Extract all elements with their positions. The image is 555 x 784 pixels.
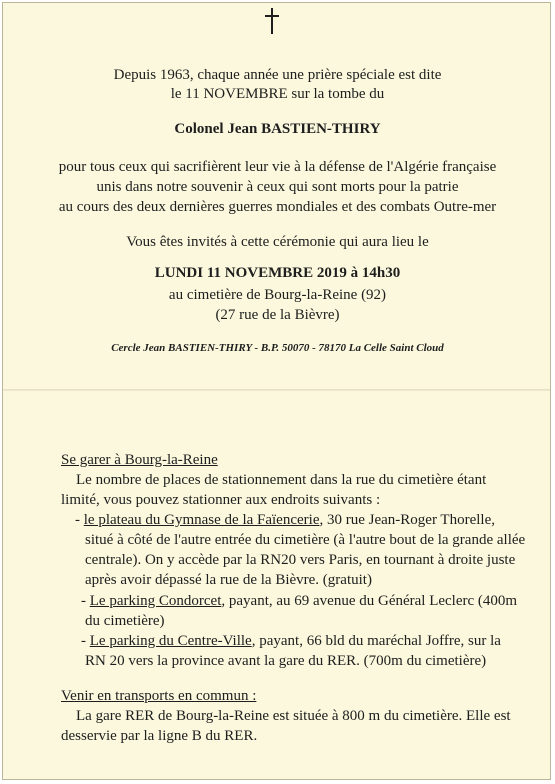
invitation-card (2, 2, 551, 780)
organizer-footer: Cercle Jean BASTIEN-THIRY - B.P. 50070 - 78170 La Celle Saint Cloud (111, 342, 444, 354)
parking-option-2-detail: , payant, au 69 avenue du Général Leclerc (400m (221, 593, 518, 609)
ceremony-address: (27 rue de la Bièvre) (215, 307, 340, 323)
option-dash: - (81, 633, 90, 649)
parking-option-1 (75, 512, 495, 529)
header-line-1: Depuis 1963, chaque année une prière spéciale est dite (113, 67, 442, 83)
header-line-2: le 11 NOVEMBRE sur la tombe du (170, 86, 385, 102)
dedication-line-2: unis dans notre souvenir à ceux qui sont morts pour la patrie (96, 179, 459, 195)
transport-line-2: desservie par la ligne B du RER. (61, 728, 258, 744)
parking-option-1-line-3: centrale). On y accède par la RN20 vers Paris, en tournant à droite juste (85, 552, 516, 568)
parking-option-2-line-2: du cimetière) (85, 613, 165, 629)
ceremony-date: LUNDI 11 NOVEMBRE 2019 à 14h30 (154, 265, 401, 281)
cross-icon (262, 7, 282, 35)
parking-option-2 (81, 593, 517, 610)
ceremony-place: au cimetière de Bourg-la-Reine (92) (168, 287, 387, 303)
option-dash: - (81, 593, 90, 609)
parking-option-3 (81, 633, 501, 650)
parking-option-2-name: Le parking Condorcet (89, 593, 222, 609)
parking-title: Se garer à Bourg-la-Reine (61, 452, 218, 468)
invitation-text: Vous êtes invités à cette cérémonie qui aura lieu le (126, 234, 429, 250)
dedication-line-3: au cours des deux dernières guerres mondiales et des combats Outre-mer (58, 199, 497, 215)
parking-option-1-name: le plateau du Gymnase de la Faïencerie (83, 512, 320, 528)
parking-option-3-detail: , payant, 66 bld du maréchal Joffre, sur la (251, 633, 501, 649)
parking-intro-1: Le nombre de places de stationnement dans la rue du cimetière étant (76, 472, 487, 488)
fold-line (3, 389, 550, 391)
parking-intro-2: limité, vous pouvez stationner aux endroits suivants : (61, 492, 381, 508)
parking-option-1-line-4: après avoir dépassé la rue de la Bièvre. (gratuit) (85, 572, 372, 588)
parking-option-1-line-2: situé à côté de l'autre entrée du cimetière (à l'autre bout de la grande allée (85, 532, 526, 548)
parking-option-3-name: Le parking du Centre-Ville (89, 633, 252, 649)
transport-title: Venir en transports en commun : (61, 688, 257, 704)
parking-option-3-line-2: RN 20 vers la province avant la gare du RER. (700m du cimetière) (85, 653, 487, 669)
dedication-line-1: pour tous ceux qui sacrifièrent leur vie à la défense de l'Algérie française (58, 159, 497, 175)
parking-option-1-detail: , 30 rue Jean-Roger Thorelle, (319, 512, 495, 528)
honoree-name: Colonel Jean BASTIEN-THIRY (174, 121, 381, 137)
option-dash: - (75, 512, 84, 528)
transport-line-1: La gare RER de Bourg-la-Reine est située à 800 m du cimetière. Elle est (76, 708, 511, 724)
